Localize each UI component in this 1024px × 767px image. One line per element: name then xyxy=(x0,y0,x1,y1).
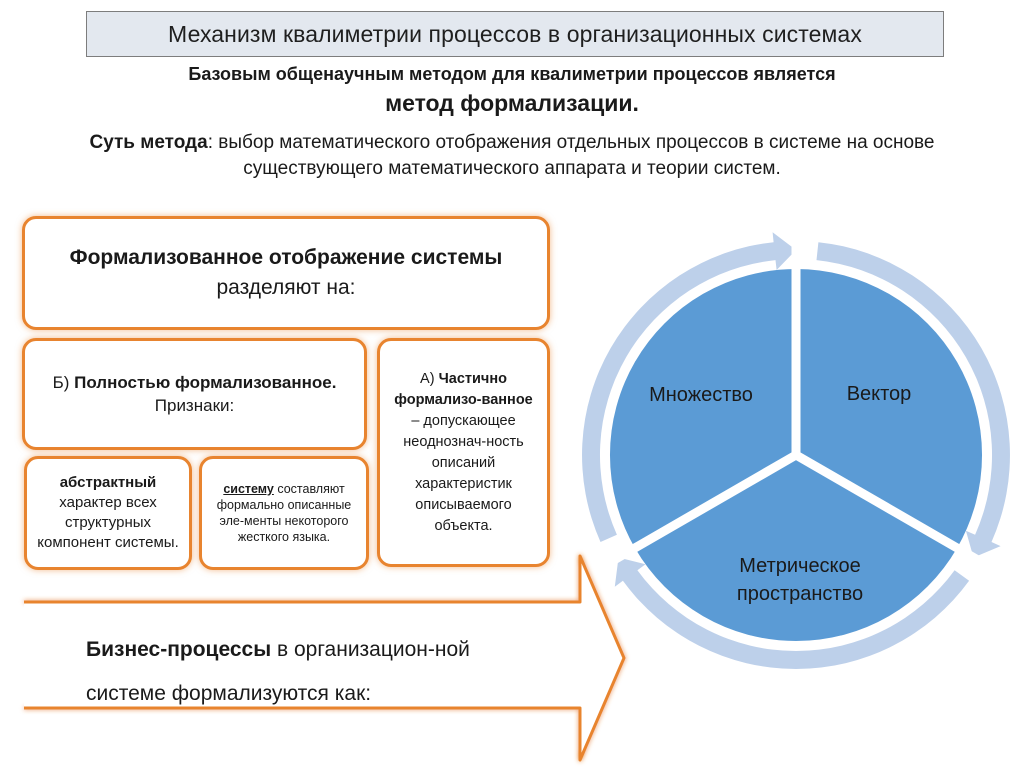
sign1-bold: абстрактный xyxy=(59,474,157,491)
box-a-rest: – допускающее неоднознач-ность описаний характеристик описываемого объекта. xyxy=(403,412,524,534)
box-a-bold: Частично формализо-ванное xyxy=(394,370,533,408)
segment-label-metric-space: Метрическое пространство xyxy=(736,555,864,605)
box-a-prefix: А) xyxy=(420,370,439,387)
sign2-underlined: систему xyxy=(223,482,274,496)
segment-label-set: Множество xyxy=(649,384,753,406)
arrow-bold: Бизнес-процессы xyxy=(86,638,272,661)
box-b-bold: Полностью формализованное. xyxy=(74,373,337,392)
main-box-rest: разделяют на: xyxy=(216,276,356,299)
sign2-rest: составляют формально описанные эле-менты некоторого жесткого языка. xyxy=(216,482,352,544)
essence-text: : выбор математического отображения отдельных процессов в системе на основе существующего математического аппарата и теории систем. xyxy=(207,132,935,179)
page-title: Механизм квалиметрии процессов в организационных системах xyxy=(86,11,944,57)
box-b-rest: Признаки: xyxy=(154,396,235,415)
main-box-bold: Формализованное отображение системы xyxy=(69,246,503,269)
arrow-rest: в организацион-ной системе формализуются как: xyxy=(86,638,470,705)
segment-label-vector: Вектор xyxy=(846,383,912,405)
box-b-prefix: Б) xyxy=(52,373,75,392)
sign1-rest: характер всех структурных компонент системы. xyxy=(37,494,179,551)
intro-line-2: метод формализации. xyxy=(385,90,639,116)
intro-line-1: Базовым общенаучным методом для квалиметрии процессов является xyxy=(188,64,836,84)
cycle-diagram xyxy=(560,215,1010,685)
arrow-text xyxy=(86,628,538,716)
essence-label: Суть метода xyxy=(89,132,208,153)
